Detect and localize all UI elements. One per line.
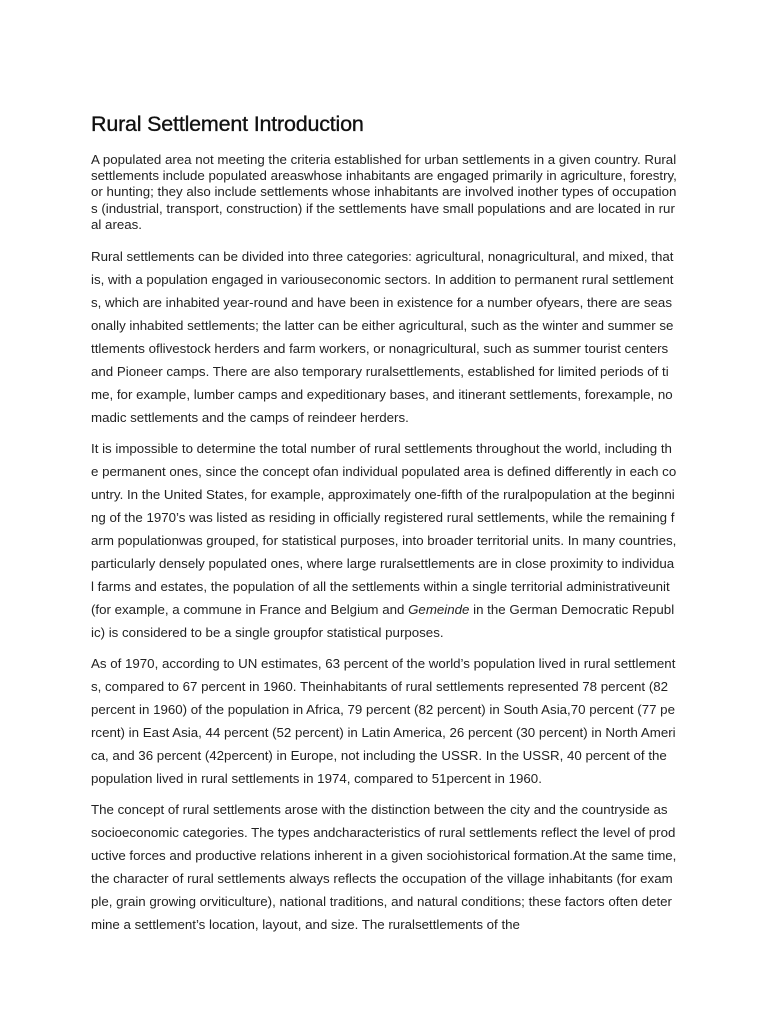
paragraph-total-number	[91, 437, 677, 644]
paragraph-concept: The concept of rural settlements arose with the distinction between the city and the countryside as socioeconomic categories. The types andcharacteristics of rural settlements reflect the level of productive forces and productive relations inherent in a given sociohistorical formation.At the same time, the character of rural settlements always reflects the occupation of the village inhabitants (for example, grain growing orviticulture), national traditions, and natural conditions; these factors often determine a settlement’s location, layout, and size. The ruralsettlements of the	[91, 802, 677, 933]
paragraph-total-number-italic-term: Gemeinde	[408, 602, 470, 618]
document-title: Rural Settlement Introduction	[91, 112, 364, 136]
paragraph-definition: A populated area not meeting the criteria established for urban settlements in a given country. Rural settlements include populated areaswhose inhabitants are engaged primarily in agriculture, forestry, or hunting; they also include settlements whose inhabitants are involved inother types of occupations (industrial, transport, construction) if the settlements have small populations and are located in rural areas.	[91, 152, 677, 232]
paragraph-total-number-text-before: It is impossible to determine the total number of rural settlements throughout the world, including the permanent ones, since the concept ofan individual populated area is defined differently in each country. In the United States, for example, approximately one-fifth of the ruralpopulation at the beginning of the 1970’s was listed as residing in officially registered rural settlements, while the remaining farm populationwas grouped, for statistical purposes, into broader territorial units. In many countries, particularly densely populated ones, where large ruralsettlements are in close proximity to individual farms and estates, the population of all the settlements within a single territorial administrativeunit (for example, a commune in France and Belgium and	[91, 441, 677, 618]
document-page	[91, 110, 677, 944]
paragraph-un-estimates: As of 1970, according to UN estimates, 63 percent of the world’s population lived in rural settlements, compared to 67 percent in 1960. Theinhabitants of rural settlements represented 78 percent (82 percent in 1960) of the population in Africa, 79 percent (82 percent) in South Asia,70 percent (77 percent) in East Asia, 44 percent (52 percent) in Latin America, 26 percent (30 percent) in North America, and 36 percent (42percent) in Europe, not including the USSR. In the USSR, 40 percent of the population lived in rural settlements in 1974, compared to 51percent in 1960.	[91, 656, 676, 787]
paragraph-categories: Rural settlements can be divided into three categories: agricultural, nonagricultural, and mixed, that is, with a population engaged in variouseconomic sectors. In addition to permanent rural settlements, which are inhabited year-round and have been in existence for a number ofyears, there are seasonally inhabited settlements; the latter can be either agricultural, such as the winter and summer settlements oflivestock herders and farm workers, or nonagricultural, such as summer tourist centers and Pioneer camps. There are also temporary ruralsettlements, established for limited periods of time, for example, lumber camps and expeditionary bases, and itinerant settlements, forexample, nomadic settlements and the camps of reindeer herders.	[91, 249, 674, 426]
paragraph-total-number-text-after: in the German Democratic Republic) is considered to be a single groupfor statistical purposes.	[91, 602, 675, 641]
